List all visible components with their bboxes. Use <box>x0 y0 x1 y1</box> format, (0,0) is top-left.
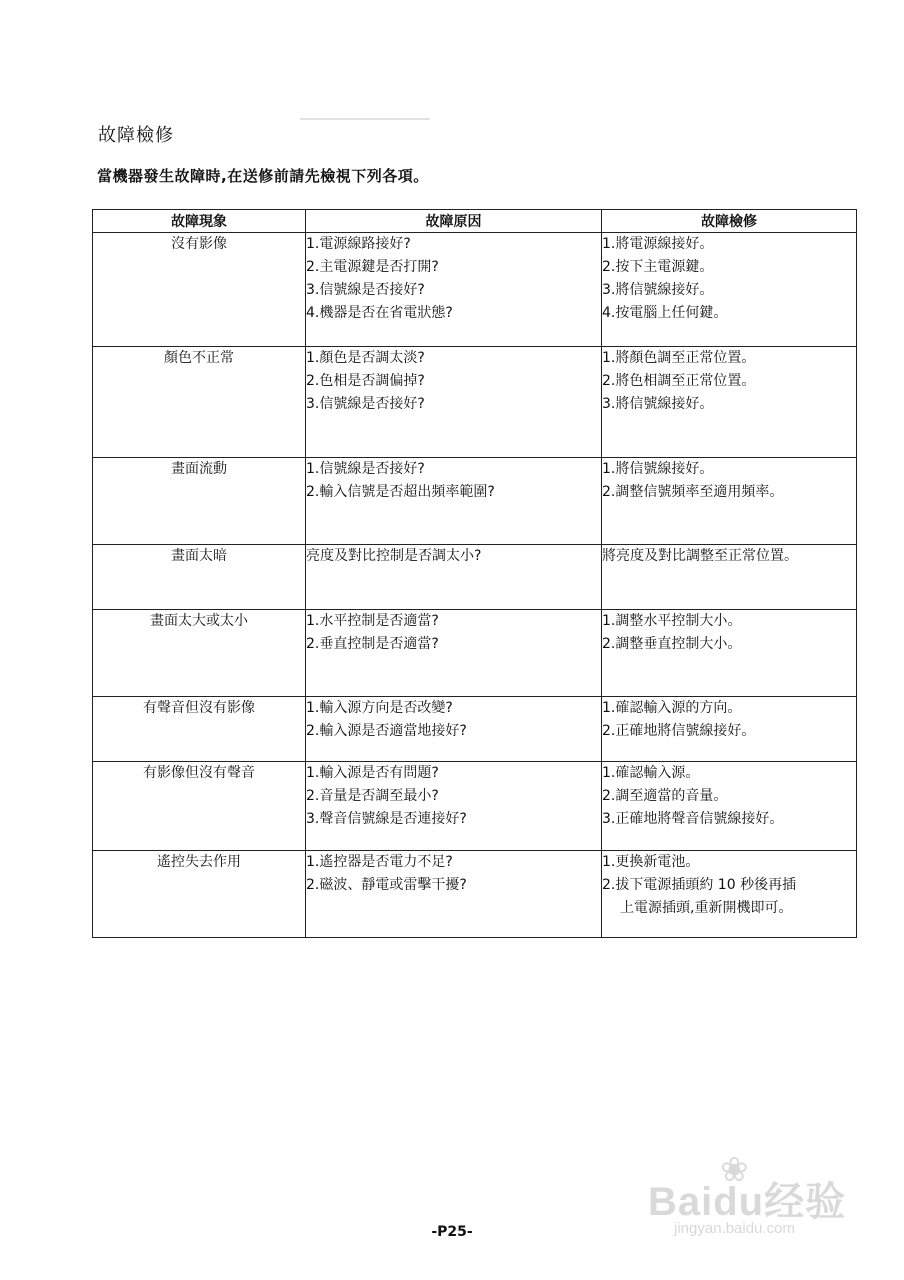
watermark-logo: Baidu经验 <box>648 1180 847 1224</box>
cause-line: 2.音量是否調至最小? <box>306 788 439 804</box>
fix-line: 1.確認輸入源的方向。 <box>602 700 742 716</box>
fix-line: 2.調整信號頻率至適用頻率。 <box>602 484 784 500</box>
cause-line: 2.輸入信號是否超出頻率範圍? <box>306 484 495 500</box>
cause-line: 亮度及對比控制是否調太小? <box>306 548 482 564</box>
fix-cell <box>602 233 857 347</box>
fix-line: 2.按下主電源鍵。 <box>602 259 714 275</box>
table-row <box>93 697 857 762</box>
fix-line: 1.將電源線接好。 <box>602 236 714 252</box>
watermark-url: jingyan.baidu.com <box>674 1220 795 1237</box>
header-cause: 故障原因 <box>306 210 602 233</box>
cause-cell <box>306 762 602 851</box>
cause-line: 3.信號線是否接好? <box>306 396 425 412</box>
fix-line: 2.調整垂直控制大小。 <box>602 636 742 652</box>
page-number: -P25- <box>431 1224 473 1240</box>
cause-line: 1.信號線是否接好? <box>306 461 425 477</box>
cause-cell <box>306 610 602 697</box>
fix-line: 1.確認輸入源。 <box>602 765 700 781</box>
fix-cell <box>602 545 857 610</box>
symptom-cell: 有影像但沒有聲音 <box>93 762 306 851</box>
table-row <box>93 851 857 938</box>
fix-line: 2.正確地將信號線接好。 <box>602 723 756 739</box>
fix-line: 2.將色相調至正常位置。 <box>602 373 756 389</box>
fix-cell <box>602 458 857 545</box>
cause-line: 3.聲音信號線是否連接好? <box>306 811 467 827</box>
cause-cell <box>306 347 602 458</box>
fix-line: 1.更換新電池。 <box>602 854 700 870</box>
symptom-cell: 畫面太大或太小 <box>93 610 306 697</box>
page-title: 故障檢修 <box>98 125 174 146</box>
fix-line: 1.將信號線接好。 <box>602 461 714 477</box>
fix-cell <box>602 762 857 851</box>
cause-line: 2.磁波、靜電或雷擊干擾? <box>306 877 467 893</box>
fix-cell <box>602 851 857 938</box>
fix-line: 3.將信號線接好。 <box>602 396 714 412</box>
cause-line: 1.電源線路接好? <box>306 236 411 252</box>
fix-cell <box>602 610 857 697</box>
cause-line: 2.色相是否調偏掉? <box>306 373 425 389</box>
symptom-cell: 顏色不正常 <box>93 347 306 458</box>
header-fix: 故障檢修 <box>602 210 857 233</box>
cause-cell <box>306 851 602 938</box>
paw-icon: ❀ <box>720 1150 749 1190</box>
table-row <box>93 347 857 458</box>
table-row <box>93 458 857 545</box>
cause-line: 2.主電源鍵是否打開? <box>306 259 439 275</box>
fix-line: 將亮度及對比調整至正常位置。 <box>602 548 798 564</box>
symptom-cell: 遙控失去作用 <box>93 851 306 938</box>
cause-line: 4.機器是否在省電狀態? <box>306 305 453 321</box>
cause-cell <box>306 545 602 610</box>
cause-line: 2.垂直控制是否適當? <box>306 636 439 652</box>
header-symptom: 故障現象 <box>93 210 306 233</box>
troubleshooting-table <box>92 209 857 938</box>
table-header-row <box>93 210 857 233</box>
symptom-cell: 沒有影像 <box>93 233 306 347</box>
fix-line: 3.將信號線接好。 <box>602 282 714 298</box>
fix-line: 2.調至適當的音量。 <box>602 788 728 804</box>
table-row <box>93 233 857 347</box>
fix-line-continued: 上電源插頭,重新開機即可。 <box>620 900 793 916</box>
fix-line: 4.按電腦上任何鍵。 <box>602 305 728 321</box>
symptom-cell: 有聲音但沒有影像 <box>93 697 306 762</box>
cause-line: 1.遙控器是否電力不足? <box>306 854 453 870</box>
cause-line: 3.信號線是否接好? <box>306 282 425 298</box>
fix-cell <box>602 347 857 458</box>
table-row <box>93 545 857 610</box>
fix-line: 3.正確地將聲音信號線接好。 <box>602 811 784 827</box>
symptom-cell: 畫面流動 <box>93 458 306 545</box>
cause-line: 1.輸入源方向是否改變? <box>306 700 453 716</box>
cause-cell <box>306 458 602 545</box>
table-row <box>93 610 857 697</box>
table-row <box>93 762 857 851</box>
cause-line: 1.水平控制是否適當? <box>306 613 439 629</box>
fix-line: 1.調整水平控制大小。 <box>602 613 742 629</box>
cause-line: 2.輸入源是否適當地接好? <box>306 723 467 739</box>
fix-cell <box>602 697 857 762</box>
cause-line: 1.輸入源是否有問題? <box>306 765 439 781</box>
fix-line: 2.拔下電源插頭約 10 秒後再插 <box>602 877 797 893</box>
cause-line: 1.顏色是否調太淡? <box>306 350 425 366</box>
symptom-cell: 畫面太暗 <box>93 545 306 610</box>
fix-line: 1.將顏色調至正常位置。 <box>602 350 756 366</box>
scan-artifact-line <box>300 118 430 120</box>
intro-text: 當機器發生故障時,在送修前請先檢視下列各項。 <box>97 167 429 185</box>
cause-cell <box>306 697 602 762</box>
cause-cell <box>306 233 602 347</box>
